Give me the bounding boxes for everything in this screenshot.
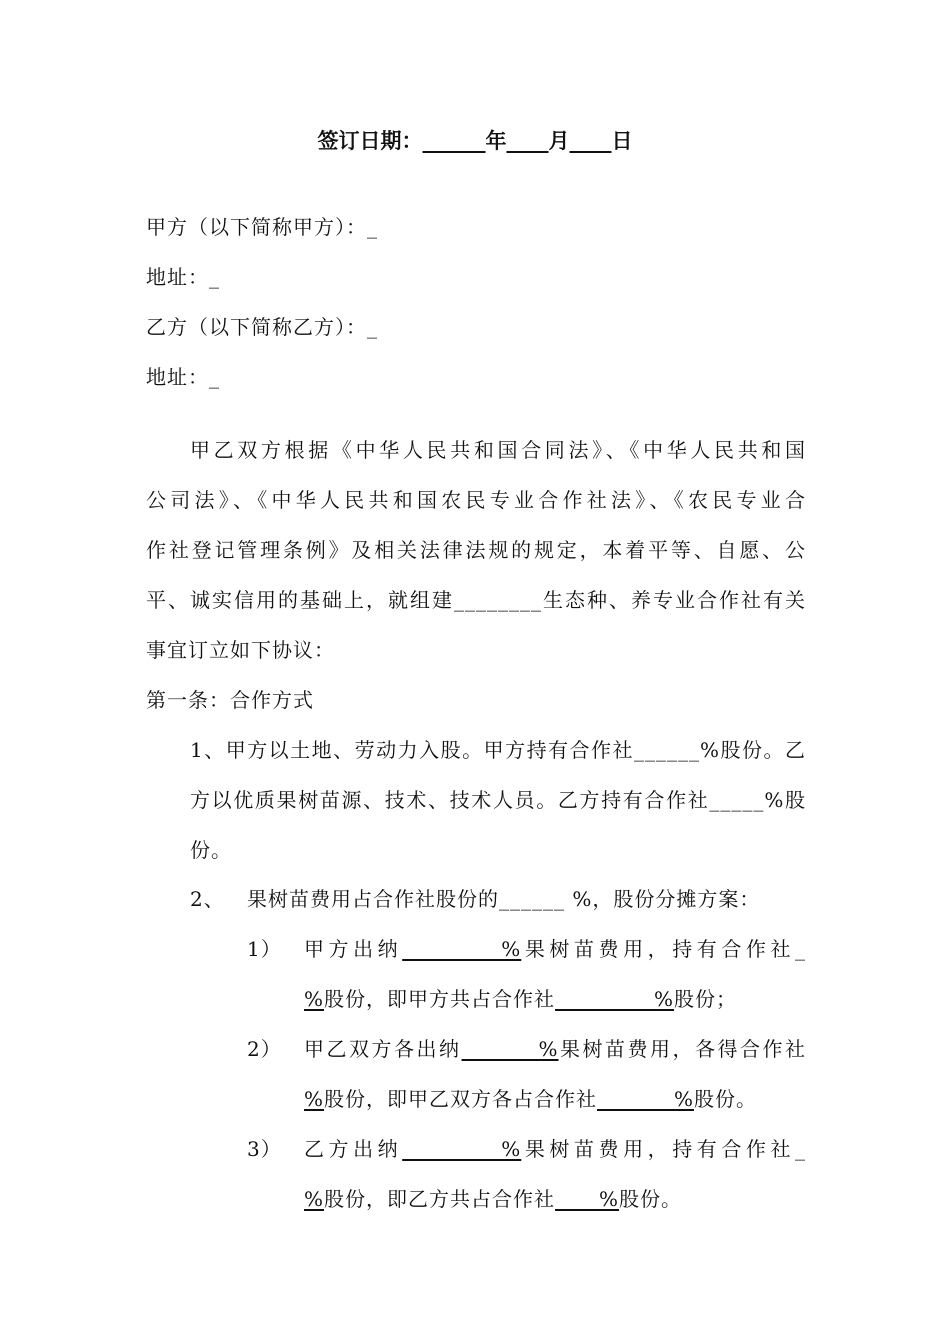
sub-item-2-text: 果树苗费用，各得合作社 [558,1037,807,1061]
sub-item-3-blank: ____% [555,1187,620,1211]
percent-mark: % [304,1087,325,1111]
intro-paragraph-line: 作社登记管理条例》及相关法律法规的规定，本着平等、自愿、公 [146,538,806,562]
percent-mark: % [304,1187,325,1211]
sub-item-1-blank: _________% [555,987,675,1011]
intro-paragraph-line: 公司法》、《中华人民共和国农民专业合作社法》、《农民专业合 [146,488,806,512]
sub-item-1-text: 股份； [674,987,738,1011]
percent-mark: % [304,987,325,1011]
item-1-line: 1、甲方以土地、劳动力入股。甲方持有合作社______%股份。乙 [190,738,806,762]
sub-item-3-line-2 [304,1187,682,1211]
item-2-text: 果树苗费用占合作社股份的______ %，股份分摊方案： [247,887,761,911]
day-label: 日 [611,129,633,153]
sub-item-2-text: 股份，即甲乙双方各占合作社 [324,1087,598,1111]
sub-item-1-blank: _________% [402,937,522,961]
intro-paragraph-line: 事宜订立如下协议： [146,638,335,662]
intro-paragraph-line: 平、诚实信用的基础上，就组建________生态种、养专业合作社有关 [146,588,806,612]
sub-item-1-text: 股份，即甲方共占合作社 [324,987,556,1011]
sub-item-2-line-2 [304,1087,757,1111]
month-label: 月 [548,129,570,153]
sub-item-2-number: 2） [247,1037,282,1061]
sub-item-3-line-1 [304,1137,806,1161]
sub-item-1-text: 甲方出纳 [304,937,403,961]
item-2-number: 2、 [190,887,225,911]
signing-date-title [0,128,950,154]
item-1-line: 份。 [190,838,232,862]
sub-item-3-text: 果树苗费用，持有合作社_ [521,1137,807,1161]
sub-item-2-blank: _______% [597,1087,695,1111]
year-label: 年 [485,129,507,153]
sub-item-2-text: 股份。 [694,1087,758,1111]
sub-item-3-text: 乙方出纳 [304,1137,403,1161]
sub-item-2-line-1 [304,1037,806,1061]
sub-item-3-blank: _________% [402,1137,522,1161]
article-1-heading: 第一条：合作方式 [146,688,314,712]
month-blank: ____ [506,129,549,153]
sub-item-1-line-1 [304,937,806,961]
party-a-line: 甲方（以下简称甲方）：_ [146,215,378,239]
sub-item-3-text: 股份。 [619,1187,683,1211]
year-blank: ______ [422,129,486,153]
signing-date-label: 签订日期： [317,129,423,153]
party-b-line: 乙方（以下简称乙方）：_ [146,315,378,339]
sub-item-2-blank: _______% [461,1037,559,1061]
party-a-address-line: 地址：_ [146,265,220,289]
day-blank: ____ [569,129,612,153]
sub-item-1-number: 1） [247,937,282,961]
intro-paragraph-line: 甲乙双方根据《中华人民共和国合同法》、《中华人民共和国 [190,438,806,462]
item-1-line: 方以优质果树苗源、技术、技术人员。乙方持有合作社_____%股 [190,788,806,812]
party-b-address-line: 地址：_ [146,365,220,389]
sub-item-3-number: 3） [247,1137,282,1161]
sub-item-1-line-2 [304,987,737,1011]
sub-item-3-text: 股份，即乙方共占合作社 [324,1187,556,1211]
sub-item-1-text: 果树苗费用，持有合作社_ [521,937,807,961]
sub-item-2-text: 甲乙双方各出纳 [304,1037,462,1061]
